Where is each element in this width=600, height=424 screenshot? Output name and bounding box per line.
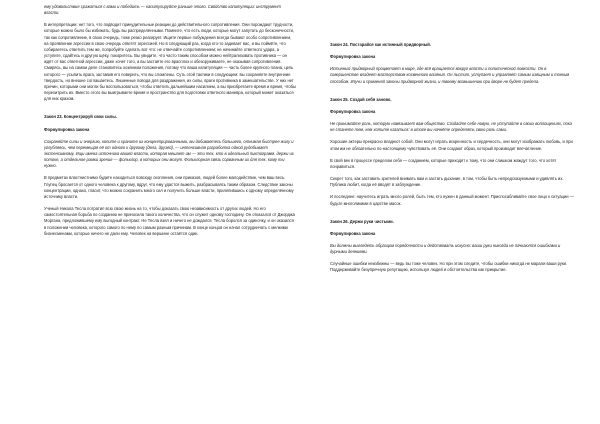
left-column — [44, 4, 296, 420]
law-25-formula-heading: Формулировка закона — [330, 108, 376, 114]
body-paragraph: Случайные ошибки неизбежны — ведь вы тоже человек. Но при этом следите, чтобы ошибки никогда не марали ваши руки. Поддерживайте безупречную репутацию, используя людей и обстоятельства как прикрытие. — [330, 261, 568, 273]
law-24-title: Закон 24. Постарайся как истинный придворный. — [330, 42, 431, 47]
body-paragraph: И последнее: научитесь играть много ролей, быть тем, кто нужен в данный момент. Приспосабливайте свое лицо к ситуации — будьте многоликими в царстве масок. — [330, 194, 574, 206]
body-paragraph: Секрет того, как заставить зрителей внимать вам и застать дыхание, в том, чтобы быть непредсказуемыми и удивлять их. Публика любит, когда её вводят в заблуждение. — [330, 176, 564, 188]
intro-italic: ему удовольствие сражаться с вами и победить — капитулируйте раньше этого. Свойство капитуляции: инструмент власти. — [44, 4, 281, 16]
law-23-title: Закон 23. Концентрируй свои силы. — [44, 114, 117, 120]
law-25-formula-text: Не принимайте роль, которую навязывает вам общество. Создайте себе новую, не уступайте в своих воплощениях, пока не станете тем, кем хотите казаться: в итоге вы начнёте определять свою роль сами. — [330, 121, 572, 133]
body-paragraph: В интерпретации: нет того, что подводит принудительные реакции до действительного сопротивления. Они порождают трудности, которые можно было бы избежать, будь вы распределёнными. Помните, что есть люди, которые могут запутать до бесконечности, так как сопротивление, в свою очередь, тоже резко реагирует. Ищите первые побуждения всегда бывают особо сопротивлением, на проявление агрессии в свою очередь ответят агрессией. Но в следующий раз, когда кто-то задевает вас, и вы поймёте, что собираетесь ответить тем же, попробуйте сделать вот что: не отвечайте сопротивлением; не начинайте ответного удара, а уступите, сдайтесь и другую щёку, покоритесь. Вы увидите, что часто таким способом можно нейтрализовать противника — он ждёт от вас ответной агрессии, даже хочет того, а вы застаёте его врасплох и обезоруживаете, не оказывая сопротивления. Смирясь, вы на самом деле становитесь хозяином положения, потому что ваша капитуляция — часть более крупного плана, цель которого — усыпить врага, заставив его поверить, что вы сломлены. Суть этой тактики в следующем: вы сохраняете внутренние твердость, но внешне соглашаетесь. Лишенные повода для раздражения, их силы, враги противника в замешательстве. У них нет причин, которыми они могли бы воспользоваться, чтобы ответить дальнейшим насилием, а вы приобретаете время и время, чтобы перехитрить их. Вместо этого вы выигрываете время и пространство для подготовки ответного маневра, который может оказаться для них крахом. — [44, 22, 296, 102]
law-23-formula-heading: Формулировка закона — [44, 126, 90, 132]
law-24-formula-heading: Формулировка закона — [330, 54, 376, 60]
body-paragraph: Ученый Никола Тесла потратил всю свою жизнь на то, чтобы доказать свою независимость от других людей. Но его самостоятельная борьба по созданию не приносила такого количества, что он служит одному господину. Он отказался от Джорджа Моргана, предложившему ему выгодный контракт. Не Тесла взял и ничего не дождался. Тесла боролся за одиночку, и он оказался в положении человека, которого самого по нему по самым разным причинам. В конце концов он начал сотрудничать с мелкими бизнесменами, которые ничего не дали ему. Человек на вершине остаётся один. — [44, 206, 295, 236]
law-23-formula-text: Сохраняйте силы и энергию, копите и храните их концентрированными, вы добиваетесь большего, отнимая быстрее жилу и углубляясь, чем перемещая её от одного к другому (дела, друзей), — интенсивная разработка одной рудобывает экстенсивному. Ищи имена источника вашей власти, которая мешает им — эти тех, кто в идеальный пиктограмм, держи их потоке, а отдельное рамки зрения — фольклор, в которых они могут. Фольклорная связь сорванным их для тех, кому ты нужно. — [44, 138, 294, 169]
body-paragraph: В предметах властнистнимо будите находиться повсюду скопления, они приказов, людей более малодействие, чем ваш весь. Глупец бросается от одного человека к другому, вдруг, что ему удастся выжить, разбрасываясь таким образом. Следствие законы концентрации, однако, гласит, что можно сохранить много сил и получить больше власти, прилепившись к одному определённому источнику власти. — [44, 175, 294, 199]
law-25-title: Закон 25. Создай себя заново. — [330, 96, 392, 102]
body-paragraph: В свой век в процессе пределом себя — созданием, которые приходят к тому, что они слишком жаждут того, что хотят понравиться. — [330, 157, 557, 169]
law-26-formula-text: Вы должны выглядеть образцом порядочности и действовать искусно: ваши руки никогда не пачкаются ошибками и дурными деяниями. — [330, 242, 561, 255]
law-26-title: Закон 26. Держи руки чистыми. — [330, 218, 394, 224]
right-column — [330, 42, 576, 420]
law-24-formula-text: Истинный придворный процветает в мире, где всё вращается вокруг власти и политической ловкости. Он в совершенстве владеет мастерством косвенного влияния. Он льстит, уступает и управляет самым изящным и тонким способом. Изучи и применяй законы придворной жизни, и твоему возвышению при дворе не будет предела. — [330, 66, 570, 84]
body-paragraph: Хорошие актеры прекрасно владеют собой. Они могут играть искренность и сердечность, они могут изображать любовь, и при этом им не обязательно по-настоящему чувствовать её. Они создают образ, который производит впечатление. — [330, 139, 573, 151]
law-26-formula-heading: Формулировка закона — [330, 230, 376, 236]
